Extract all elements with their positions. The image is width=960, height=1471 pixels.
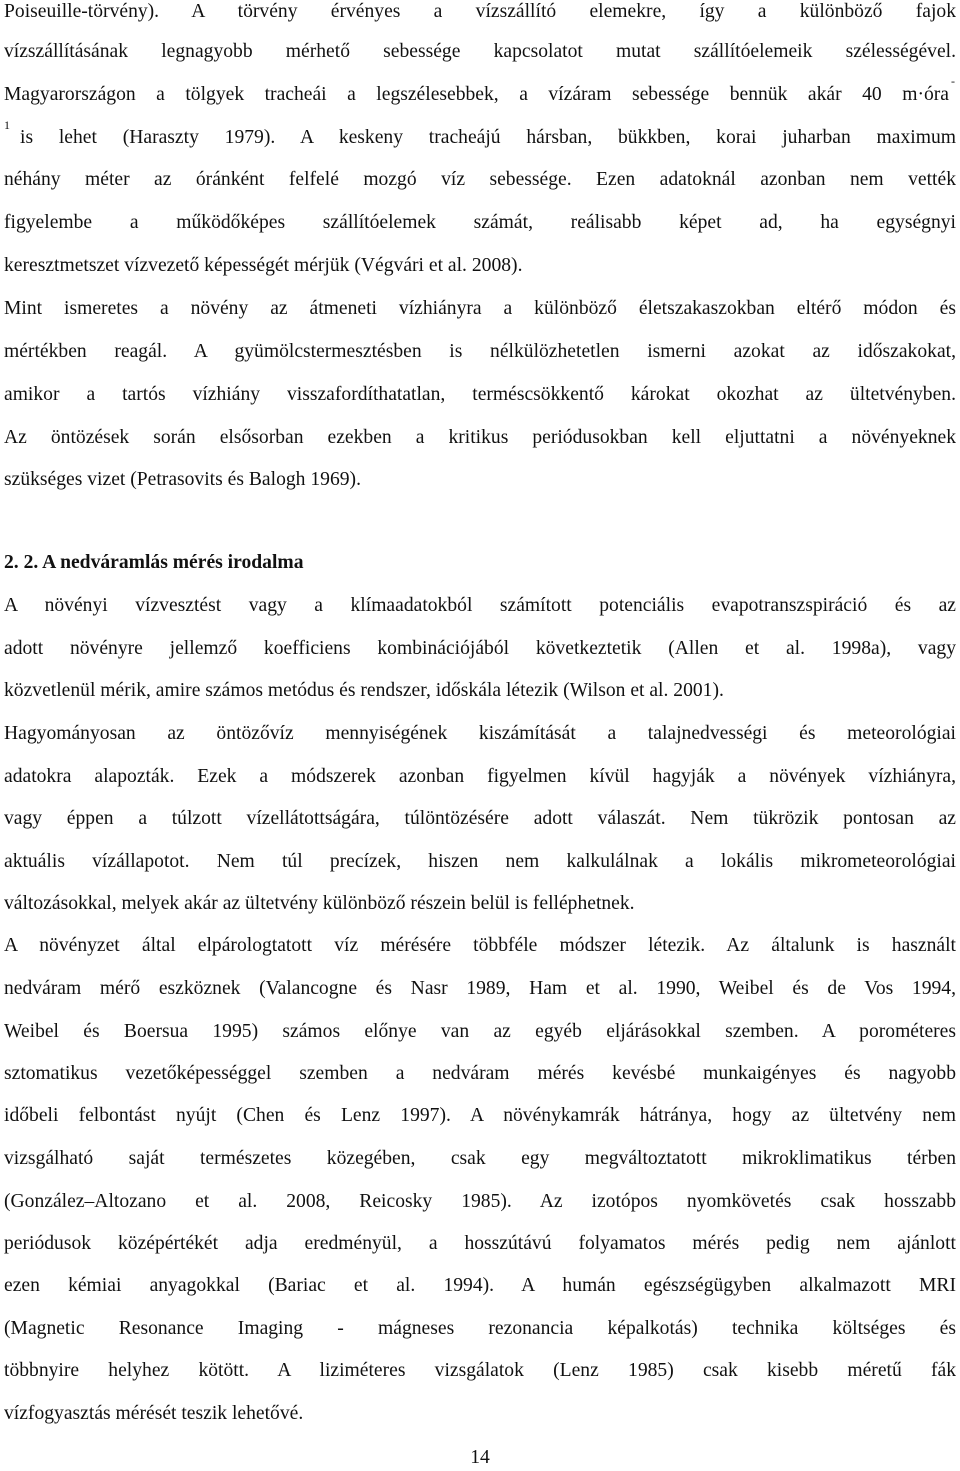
text-line: periódusok középértékét adja eredményül, a hosszútávú folyamatos mérés pedig nem ajánlott [4, 1233, 956, 1254]
text-line: aktuális vízállapotot. Nem túl precízek, hiszen nem kalkulálnak a lokális mikrometeorológiai [4, 851, 956, 872]
text-line: Weibel és Boersua 1995) számos előnye van az egyéb eljárásokkal szemben. A porométeres [4, 1021, 956, 1042]
text-line: keresztmetszet vízvezető képességét mérjük (Végvári et al. 2008). [4, 255, 523, 276]
text-line: időbeli felbontást nyújt (Chen és Lenz 1997). A növénykamrák hátránya, hogy az ültetvény nem [4, 1105, 956, 1126]
text-line: figyelembe a működőképes szállítóelemek számát, reálisabb képet ad, ha egységnyi [4, 212, 956, 233]
superscript-one: 1 [4, 118, 10, 132]
text-line: ezen kémiai anyagokkal (Bariac et al. 1994). A humán egészségügyben alkalmazott MRI [4, 1275, 956, 1296]
text-line: (Magnetic Resonance Imaging - mágneses rezonancia képalkotás) technika költséges és [4, 1318, 956, 1339]
text-line: vízfogyasztás mérését teszik lehetővé. [4, 1403, 304, 1424]
text-line: adatokra alapozták. Ezek a módszerek azonban figyelmen kívül hagyják a növények vízhiányra, [4, 766, 956, 787]
text-line: nedváram mérő eszköznek (Valancogne és Nasr 1989, Ham et al. 1990, Weibel és de Vos 1994, [4, 978, 956, 999]
text-line: is lehet (Haraszty 1979). A keskeny tracheájú hársban, bükkben, korai juharban maximum [20, 127, 956, 148]
text-line: Az öntözések során elsősorban ezekben a kritikus periódusokban kell eljuttatni a növényeknek [4, 427, 956, 448]
text-line: Hagyományosan az öntözővíz mennyiségének kiszámítását a talajnedvességi és meteorológiai [4, 723, 956, 744]
text-line: változásokkal, melyek akár az ültetvény különböző részein belül is felléphetnek. [4, 893, 635, 914]
text-line: Mint ismeretes a növény az átmeneti vízhiányra a különböző életszakaszokban eltérő módon és [4, 298, 956, 319]
text-line: vizsgálható saját természetes közegében, csak egy megváltoztatott mikroklimatikus térben [4, 1148, 956, 1169]
page-number: 14 [470, 1447, 490, 1468]
section-heading: 2. 2. A nedváramlás mérés irodalma [4, 552, 304, 573]
text-line: (González–Altozano et al. 2008, Reicosky 1985). Az izotópos nyomkövetés csak hosszabb [4, 1191, 956, 1212]
text-line: szükséges vizet (Petrasovits és Balogh 1969). [4, 469, 361, 490]
text-line: Magyarországon a tölgyek tracheái a legszélesebbek, a vízáram sebessége bennük akár 40 m·óra [4, 84, 949, 105]
text-line: amikor a tartós vízhiány visszafordíthatatlan, terméscsökkentő károkat okozhat az ültetvényben. [4, 384, 956, 405]
text-line: néhány méter az óránként felfelé mozgó víz sebessége. Ezen adatoknál azonban nem vették [4, 169, 956, 190]
text-line: adott növényre jellemző koefficiens kombinációjából következtetik (Allen et al. 1998a), vagy [4, 638, 956, 659]
text-line: mértékben reagál. A gyümölcstermesztésben is nélkülözhetetlen ismerni azokat az időszakokat, [4, 341, 956, 362]
text-line: A növényi vízvesztést vagy a klímaadatokból számított potenciális evapotranszspiráció és az [4, 595, 956, 616]
text-line: A növényzet által elpárologtatott víz mérésére többféle módszer létezik. Az általunk is használt [4, 935, 956, 956]
text-line: vízszállításának legnagyobb mérhető sebessége kapcsolatot mutat szállítóelemeik szélességével. [4, 41, 956, 62]
text-line: Poiseuille-törvény). A törvény érvényes a vízszállító elemekre, így a különböző fajok [4, 1, 956, 22]
text-line: sztomatikus vezetőképességgel szemben a nedváram mérés kevésbé munkaigényes és nagyobb [4, 1063, 956, 1084]
superscript-minus: - [951, 74, 955, 88]
text-line: vagy éppen a túlzott vízellátottságára, túlöntözésére adott válaszát. Nem tükrözik pontosan az [4, 808, 956, 829]
text-line: többnyire helyhez kötött. A liziméteres vizsgálatok (Lenz 1985) csak kisebb méretű fák [4, 1360, 956, 1381]
text-line: közvetlenül mérik, amire számos metódus és rendszer, időskála létezik (Wilson et al. 2001). [4, 680, 724, 701]
